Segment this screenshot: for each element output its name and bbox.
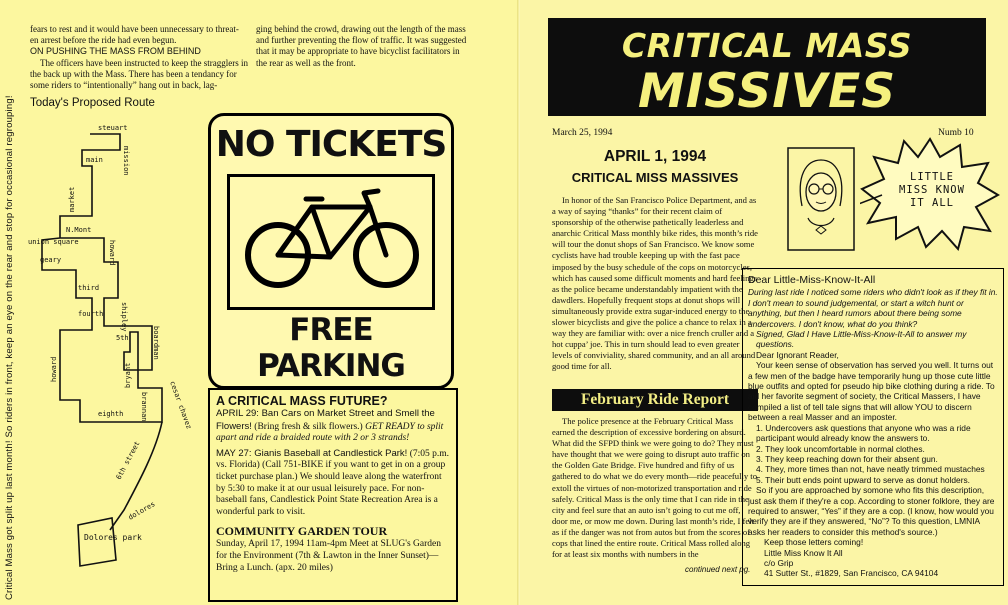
advice-tip-2: 2. They look uncomfortable in normal clothes. [756, 443, 925, 454]
map-label-brannan: brannan [140, 392, 148, 422]
advice-sig-address: 41 Sutter St., #1829, San Francisco, CA 94104 [764, 568, 939, 579]
map-label-nmont: N.Mont [66, 226, 92, 234]
advice-sig-name: Little Miss Know It All [764, 547, 843, 558]
route-map [20, 120, 200, 580]
future-item1-rest: (Bring fresh & silk flowers.) [251, 421, 366, 432]
advice-signoff: Signed, Glad I Have Little-Miss-Know-It-All to answer my questions. [756, 329, 967, 350]
future-item-may [216, 448, 450, 519]
advice-letter: During last ride I noticed some riders who didn't look as if they fit in. I don't mean to sound judgemental, or start a witch hunt or anything, but then I heard rumors about there being some undercovers. I don't know, what do you think? [748, 287, 998, 329]
advice-sig-grip: c/o Grip [764, 557, 794, 568]
issue-date: March 25, 1994 [552, 128, 613, 138]
article-ride-report [552, 416, 758, 560]
article-column-1 [30, 24, 248, 91]
advice-column [742, 268, 1004, 586]
route-path [42, 134, 162, 422]
masthead [548, 18, 986, 116]
future-item1-lead: APRIL 29: Ban Cars on Market Street and Smell the Flowers! [216, 408, 435, 432]
col1-line2: en arrest before the ride had even begun. [30, 35, 177, 46]
no-tickets-sign [208, 113, 454, 389]
map-label-geary: geary [40, 256, 62, 264]
continued-note: continued next pg. [685, 565, 751, 574]
advice-answer: Your keen sense of observation has served you well. It turns out a few men of the badge have temporarily hung up those cute little blue outfits and opted for pseudo hip bike clothing during a ride. To aid her favorite segment of society, the Critical Massers, I have compiled a list of tell tale signs that will allow YOU to discern between a real Masser and an imposter. [748, 360, 995, 423]
advice-salutation: Dear Ignorant Reader, [756, 349, 839, 360]
ride-report-banner: February Ride Report [552, 389, 758, 411]
article1-text: In honor of the San Francisco Police Department, and as a way of saying “thanks” for their recent claim of sponsorship of the otherwise pathetically leaderless and anarchic Critical Mass monthly bike rides, this month’s ride will tour the donut shops of San Francisco. We know some cyclists have had trouble keeping up with the fast pace imposed by the busy schedule of the cops on motorcycles, which has caused some difficult moments and hard feelings as the police became understandably impatient with the dawdlers. Hopefully frequent stops at donut shops will simultaneously provide extra sugar-induced energy to the slower bicyclists and give the police a chance to relax in a way they are familiar with: over a nice french cruller and a hot cuppa’ joe. This in turn should lead to even greater levels of conviviality, shared community, and an all around good time for all. [552, 195, 758, 372]
bubble-text: LITTLE MISS KNOW IT ALL [899, 171, 965, 209]
portrait-drawing [786, 146, 856, 252]
map-label-main: main [86, 156, 103, 164]
dolores-box [78, 518, 116, 566]
advice-keep: Keep those letters coming! [764, 537, 864, 548]
map-label-bryant: bryant [124, 362, 132, 388]
article2-text: The police presence at the February Critical Mass earned the description of excessive bordering on absurd. What did the SFPD think we were going to do? They must have thought that we were going to disrupt auto traffic on the Golden Gate Bridge. Five hundred and fifty of us gathered to do what we do every month—ride peacefully to extoll the virtues of non-motorized transportation and ride safely. Critical Mass is the only time that I can ride in the city and feel sure that an auto isn’t going to cut me off, door me, or mow me down. During last month’s ride, I felt as if the danger was not from autos but from the scores of cops that lined the entire route. Critical Mass rolled along for at least six months with numbers in the [552, 416, 757, 560]
masthead-line1: CRITICAL MASS [621, 26, 913, 65]
future-item-april [216, 408, 450, 445]
map-label-cesar-chavez: cesar chavez [168, 379, 193, 431]
future-title: A CRITICAL MASS FUTURE? [216, 394, 388, 408]
map-label-sixth-street: 6th street [114, 439, 142, 481]
map-label-third: third [78, 284, 100, 292]
vertical-sidebar-text: Critical Mass got split up last month! So riders in front, keep an eye on the rear and stop for occasional regrouping! [4, 95, 15, 600]
map-label-mission: mission [122, 146, 130, 176]
article-column-2 [256, 24, 468, 69]
advice-closing: So if you are approached by somone who fits this description, just ask them if they're a cop. According to stoner folklore, they are required to answer, “Yes” if they are a cop. (I know, how would you verify they are if they answered, “No”? To this question, LMNIA asks her readers to consider this method's source.) [748, 485, 995, 537]
bicycle-icon [230, 177, 432, 301]
map-label-dolores: dolores [127, 500, 157, 522]
map-label-market: market [68, 186, 76, 212]
right-page [520, 0, 1008, 605]
future-box [208, 388, 458, 602]
headline-date: APRIL 1, 1994 [603, 148, 707, 165]
map-label-steuart: steuart [98, 124, 128, 132]
future-item2-rest: (7:05 p.m. vs. Florida) (Call 751-BIKE if you want to get in on a group ticket purchase plan.) We should leave along the waterfront by 5:30 to make it at our usual leisurely pace. For non-baseball fans, Candlestick Point State Recreation Area is a wonderful park to visit. [216, 448, 450, 517]
map-label-dolores-park: Dolores park [84, 533, 142, 542]
advice-tip-3: 3. They keep reaching down for their absent gun. [756, 453, 938, 464]
map-label-union-square: union square [28, 238, 79, 246]
advice-tip-1: 1. Undercovers ask questions that anyone who was a ride participant would already know the answers to. [756, 422, 971, 444]
map-label-shipley: shipley [120, 302, 128, 332]
map-label-eighth: eighth [98, 410, 124, 418]
future-item2-lead: MAY 27: Gianis Baseball at Candlestick Park! [216, 447, 408, 459]
col1-paragraph: The officers have been instructed to keep the stragglers in the back up with the Mass. There has been a tendancy for some riders to “intentionally” hang out in back, lag- [30, 57, 249, 91]
advice-tip-5: 5. Their butt ends point upward to serve as donut holders. [756, 474, 971, 485]
col1-line1: fears to rest and it would have been unnecessary to threat- [30, 24, 239, 34]
map-label-fourth: fourth [78, 310, 104, 318]
sign-bottom-text: FREE PARKING [257, 312, 405, 384]
speech-bubble [860, 135, 1000, 253]
map-label-howard: howard [108, 240, 116, 266]
sign-top-text: NO TICKETS [215, 124, 447, 165]
col1-subheading: ON PUSHING THE MASS FROM BEHIND [30, 46, 201, 57]
map-label-howard-2: howard [50, 356, 58, 382]
route-heading: Today's Proposed Route [30, 97, 155, 109]
col2-paragraph: ging behind the crowd, drawing out the length of the mass and further preventing the flow of traffic. It was suggested that it may be appropriate to have bicyclist facilitators in the rear as well as the front. [256, 24, 467, 68]
issue-number: Numb 10 [938, 128, 974, 138]
garden-title: COMMUNITY GARDEN TOUR [216, 524, 388, 539]
article-donuts [552, 195, 758, 373]
future-item1-italic: GET READY to split apart and ride a braided route with 2 or 3 strands! [216, 421, 444, 444]
map-label-fifth: 5th [116, 334, 129, 342]
advice-tip-4: 4. They, more times than not, have neatly trimmed mustaches [756, 464, 985, 475]
masthead-line2: MISSIVES [637, 64, 897, 116]
map-label-boardman: boardman [152, 326, 160, 360]
bicycle-box [227, 174, 435, 310]
headline-title: CRITICAL MISS MASSIVES [571, 170, 739, 185]
advice-heading: Dear Little-Miss-Know-It-All [748, 274, 876, 286]
garden-text: Sunday, April 17, 1994 11am-4pm Meet at SLUG's Garden for the Environment (7th & Lawton in the Inner Sunset)— Bring a Lunch. (apx. 20 miles) [216, 539, 442, 573]
